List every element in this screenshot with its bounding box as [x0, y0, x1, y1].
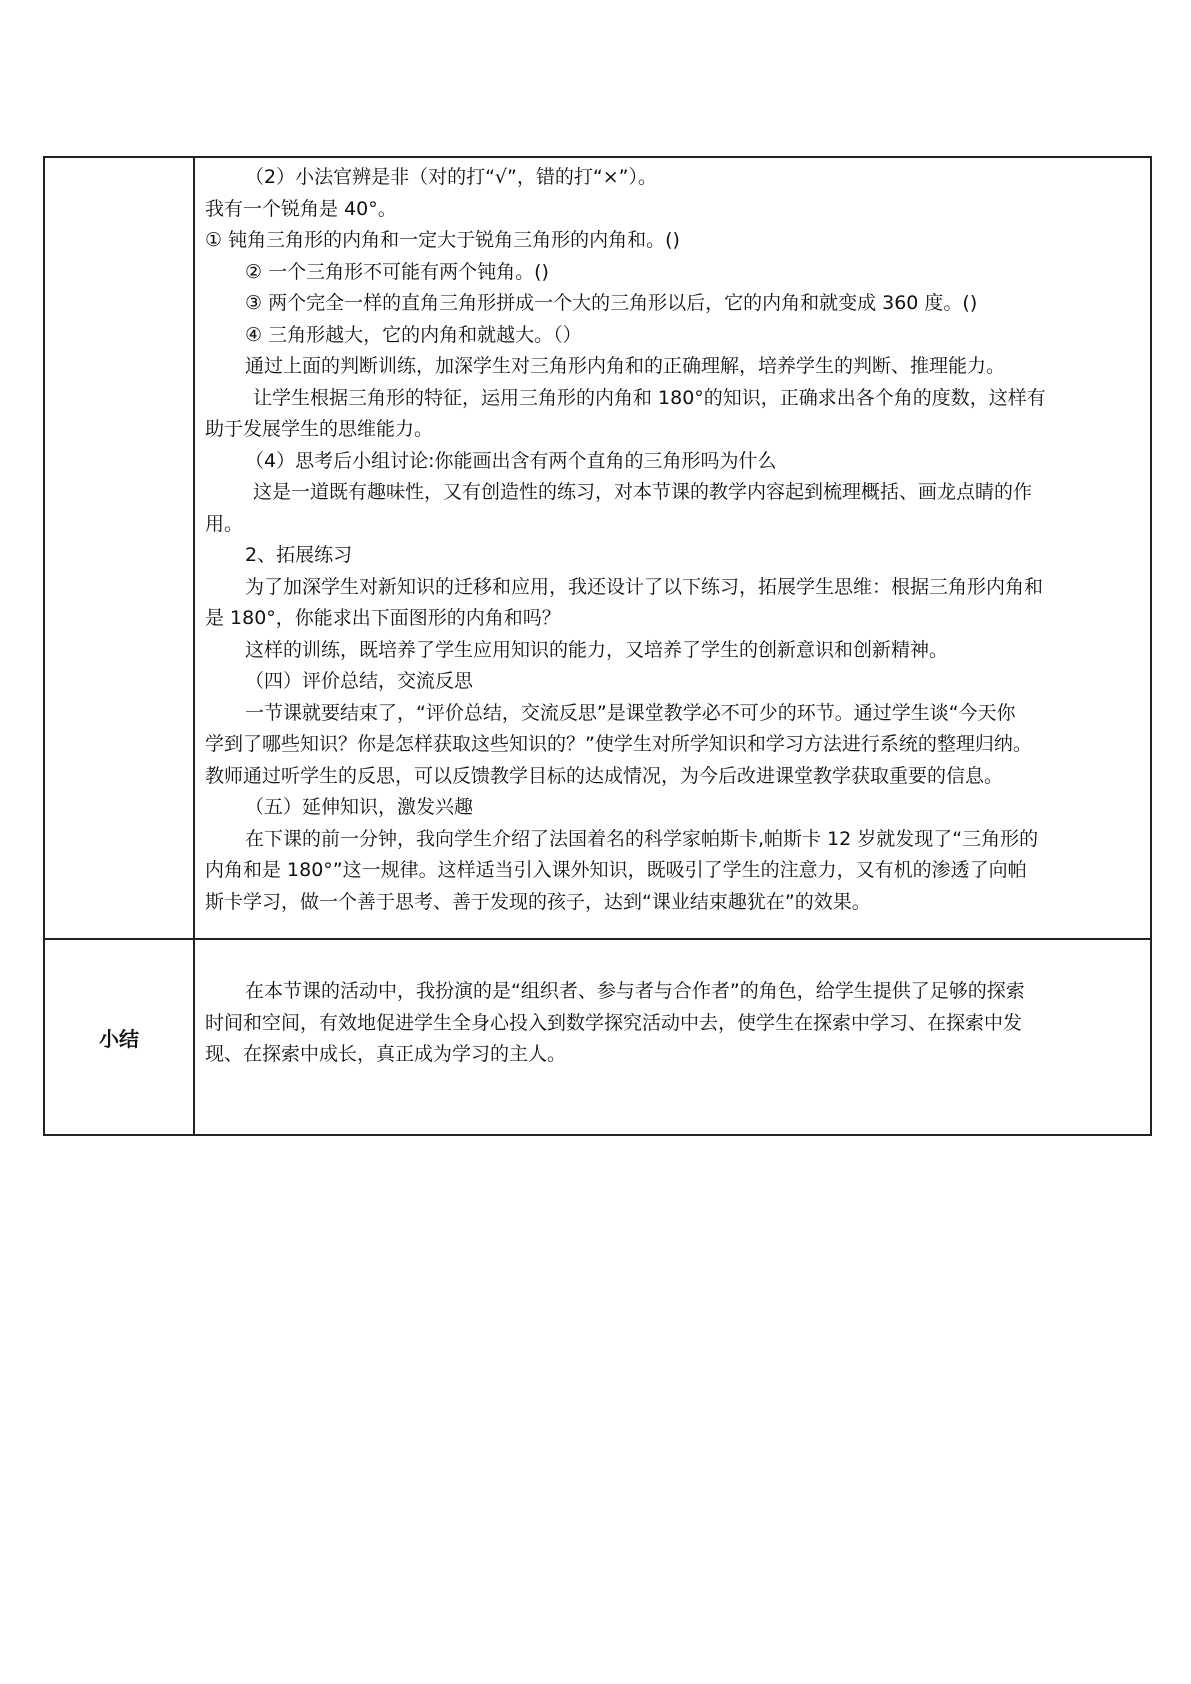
paragraph-line: 我有一个锐角是 40°。	[205, 197, 397, 220]
summary-line: 在本节课的活动中，我扮演的是“组织者、参与者与合作者”的角色，给学生提供了足够的探索	[245, 980, 1025, 1002]
paragraph-line: 通过上面的判断训练，加深学生对三角形内角和的正确理解，培养学生的判断、推理能力。	[245, 355, 1006, 377]
lesson-plan-table	[43, 156, 1152, 1136]
paragraph-line: 为了加深学生对新知识的迁移和应用，我还设计了以下练习，拓展学生思维：根据三角形内角和	[245, 575, 1044, 598]
paragraph-line: ③ 两个完全一样的直角三角形拼成一个大的三角形以后，它的内角和就变成 360 度。()	[245, 292, 978, 314]
summary-row	[44, 939, 1151, 1135]
paragraph-line: 是 180°，你能求出下面图形的内角和吗？	[205, 607, 561, 629]
paragraph-line: 让学生根据三角形的特征，运用三角形的内角和 180°的知识，正确求出各个角的度数，这样有	[253, 386, 1046, 409]
paragraph-line: 在下课的前一分钟，我向学生介绍了法国着名的科学家帕斯卡,帕斯卡 12 岁就发现了“三角形的	[245, 827, 1039, 850]
paragraph-line: 内角和是 180°”这一规律。这样适当引入课外知识，既吸引了学生的注意力，又有机的渗透了向帕	[205, 859, 1027, 881]
exercise-row	[44, 157, 1151, 939]
paragraph-line: （2）小法官辨是非（对的打“√”，错的打“×”）。	[245, 166, 657, 188]
paragraph-line: ① 钝角三角形的内角和一定大于锐角三角形的内角和。()	[205, 229, 680, 251]
summary-line: 时间和空间，有效地促进学生全身心投入到数学探究活动中去，使学生在探索中学习、在探索中发	[205, 1011, 1023, 1034]
paragraph-line: 斯卡学习，做一个善于思考、善于发现的孩子，达到“课业结束趣犹在”的效果。	[205, 890, 871, 913]
paragraph-line: 教师通过听学生的反思，可以反馈教学目标的达成情况，为今后改进课堂教学获取重要的信息。	[205, 764, 1004, 787]
exercise-label-cell	[44, 157, 194, 939]
paragraph-line: 2、拓展练习	[245, 544, 353, 566]
paragraph-line: 学到了哪些知识？你是怎样获取这些知识的？”使学生对所学知识和学习方法进行系统的整理归纳。	[205, 733, 1032, 755]
summary-content-cell	[194, 939, 1151, 1135]
summary-label: 小结	[99, 1026, 139, 1051]
paragraph-line: 这样的训练，既培养了学生应用知识的能力，又培养了学生的创新意识和创新精神。	[245, 638, 949, 661]
paragraph-line: 这是一道既有趣味性，又有创造性的练习，对本节课的教学内容起到梳理概括、画龙点睛的作	[253, 481, 1033, 503]
section-heading: （五）延伸知识，激发兴趣	[245, 796, 474, 818]
paragraph-line: （4）思考后小组讨论:你能画出含有两个直角的三角形吗为什么	[245, 449, 777, 472]
section-heading: （四）评价总结，交流反思	[245, 670, 474, 692]
paragraph-line: 一节课就要结束了，“评价总结，交流反思”是课堂教学必不可少的环节。通过学生谈“今天你	[245, 701, 1016, 724]
exercise-content-cell	[194, 157, 1151, 939]
paragraph-line: 用。	[205, 512, 244, 535]
paragraph-line: ② 一个三角形不可能有两个钝角。()	[245, 260, 549, 283]
summary-label-cell	[44, 939, 194, 1135]
paragraph-line: ④ 三角形越大，它的内角和就越大。（）	[245, 323, 582, 346]
paragraph-line: 助于发展学生的思维能力。	[205, 418, 434, 440]
summary-line: 现、在探索中成长，真正成为学习的主人。	[205, 1043, 567, 1065]
